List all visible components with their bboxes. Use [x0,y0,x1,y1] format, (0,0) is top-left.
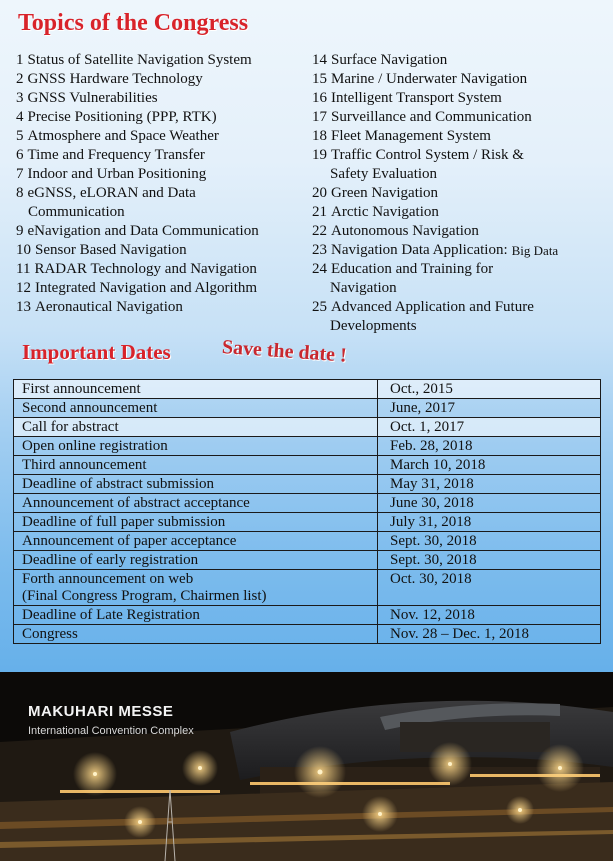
topic-item [312,203,608,222]
topic-item [312,298,608,317]
topic-item [16,108,308,127]
topic-item [16,70,308,89]
topic-number: 5 [16,128,24,144]
topic-number: 12 [16,280,31,296]
topic-text: Navigation [330,280,397,296]
topic-number: 23 [312,242,327,258]
topic-text: Autonomous Navigation [331,223,479,239]
topic-number: 9 [16,223,24,239]
important-dates-title: Important Dates [22,340,171,364]
date-row [14,437,601,456]
topic-item [312,184,608,203]
topic-text: Education and Training for [331,261,494,277]
topic-number: 22 [312,223,327,239]
date-event: Call for abstract [14,418,378,437]
topic-text: Advanced Application and Future [331,299,534,315]
topic-number: 15 [312,71,327,87]
topic-item [312,51,608,70]
important-dates-table [13,379,601,644]
topic-text: Navigation Data Application: [331,242,508,258]
topic-number: 13 [16,299,31,315]
topic-item [312,165,608,184]
date-event: Announcement of abstract acceptance [14,494,378,513]
topic-text: Intelligent Transport System [331,90,502,106]
date-event: Third announcement [14,456,378,475]
topic-number: 2 [16,71,24,87]
venue-photo-illustration [0,672,613,861]
topic-item [16,89,308,108]
venue-photo [0,672,613,861]
topic-text: Surveillance and Communication [331,109,532,125]
topic-item [16,165,308,184]
date-event: Deadline of abstract submission [14,475,378,494]
topic-item [16,51,308,70]
date-value: May 31, 2018 [378,475,601,494]
topic-item [312,127,608,146]
topic-item [16,222,308,241]
topic-text: Aeronautical Navigation [35,299,183,315]
topic-number: 20 [312,185,327,201]
topic-text: Communication [28,204,125,220]
topic-number: 6 [16,147,24,163]
topic-text: GNSS Vulnerabilities [27,90,158,106]
date-value: Oct. 1, 2017 [378,418,601,437]
topic-item [312,260,608,279]
date-row [14,606,601,625]
date-row [14,513,601,532]
topic-number: 14 [312,52,327,68]
topic-text: Precise Positioning (PPP, RTK) [27,109,217,125]
topic-number: 10 [16,242,31,258]
topic-text: GNSS Hardware Technology [27,71,203,87]
date-event: Deadline of Late Registration [14,606,378,625]
topic-text: Status of Satellite Navigation System [27,52,252,68]
topic-number: 21 [312,204,327,220]
topic-item [16,184,308,203]
topic-item [16,241,308,260]
topic-text: Indoor and Urban Positioning [27,166,207,182]
date-row [14,532,601,551]
topic-item [312,241,608,260]
date-event: Deadline of full paper submission [14,513,378,532]
date-value: Nov. 12, 2018 [378,606,601,625]
date-row [14,570,601,606]
date-row [14,494,601,513]
topic-item [312,89,608,108]
topics-title: Topics of the Congress [18,10,249,36]
topic-text: Time and Frequency Transfer [27,147,205,163]
date-event: Open online registration [14,437,378,456]
topic-item [312,108,608,127]
topic-text: Integrated Navigation and Algorithm [35,280,258,296]
topic-item [312,146,608,165]
topic-text: Safety Evaluation [330,166,438,182]
topic-item [16,279,308,298]
date-value: March 10, 2018 [378,456,601,475]
date-row [14,551,601,570]
date-row [14,475,601,494]
topic-text: Sensor Based Navigation [35,242,187,258]
topic-item [16,298,308,317]
date-row [14,456,601,475]
topic-number: 1 [16,52,24,68]
topic-number: 3 [16,90,24,106]
topic-text: Developments [330,318,417,334]
topic-item [312,279,608,298]
date-row [14,399,601,418]
date-event: Deadline of early registration [14,551,378,570]
topic-text: Green Navigation [331,185,439,201]
date-row [14,380,601,399]
topics-list-right [312,51,608,336]
date-event: Forth announcement on web (Final Congress Program, Chairmen list) [14,570,378,606]
date-value: June, 2017 [378,399,601,418]
topic-item [16,146,308,165]
topic-text: Marine / Underwater Navigation [331,71,528,87]
date-event: First announcement [14,380,378,399]
topic-item [312,222,608,241]
topic-number: 4 [16,109,24,125]
topic-number: 11 [16,261,31,277]
topic-item [16,127,308,146]
topic-text: Surface Navigation [331,52,448,68]
topic-number: 8 [16,185,24,201]
topic-number: 18 [312,128,327,144]
date-value: Oct. 30, 2018 [378,570,601,606]
date-event: Second announcement [14,399,378,418]
date-value: July 31, 2018 [378,513,601,532]
date-event: Announcement of paper acceptance [14,532,378,551]
topic-text: RADAR Technology and Navigation [34,261,257,277]
topic-number: 25 [312,299,327,315]
topic-number: 7 [16,166,24,182]
save-the-date-text: Save the date ! [221,336,348,367]
date-event: Congress [14,625,378,644]
date-value: Sept. 30, 2018 [378,532,601,551]
topic-text-small: Big Data [511,243,559,258]
date-value: Sept. 30, 2018 [378,551,601,570]
topic-item [312,317,608,336]
venue-subtitle: International Convention Complex [28,725,194,737]
date-value: June 30, 2018 [378,494,601,513]
topic-text: eGNSS, eLORAN and Data [27,185,196,201]
topic-number: 24 [312,261,327,277]
venue-name: MAKUHARI MESSE [28,703,174,720]
topic-text: Traffic Control System / Risk & [331,147,524,163]
topic-item [16,203,308,222]
topic-text: Fleet Management System [331,128,491,144]
date-value: Oct., 2015 [378,380,601,399]
topic-item [312,70,608,89]
topic-item [16,260,308,279]
topics-list-left [16,51,308,317]
topic-text: eNavigation and Data Communication [27,223,259,239]
date-row [14,625,601,644]
topic-number: 17 [312,109,327,125]
date-value: Feb. 28, 2018 [378,437,601,456]
date-row [14,418,601,437]
date-value: Nov. 28 – Dec. 1, 2018 [378,625,601,644]
topic-number: 16 [312,90,327,106]
topic-number: 19 [312,147,327,163]
topic-text: Atmosphere and Space Weather [27,128,219,144]
topic-text: Arctic Navigation [331,204,439,220]
